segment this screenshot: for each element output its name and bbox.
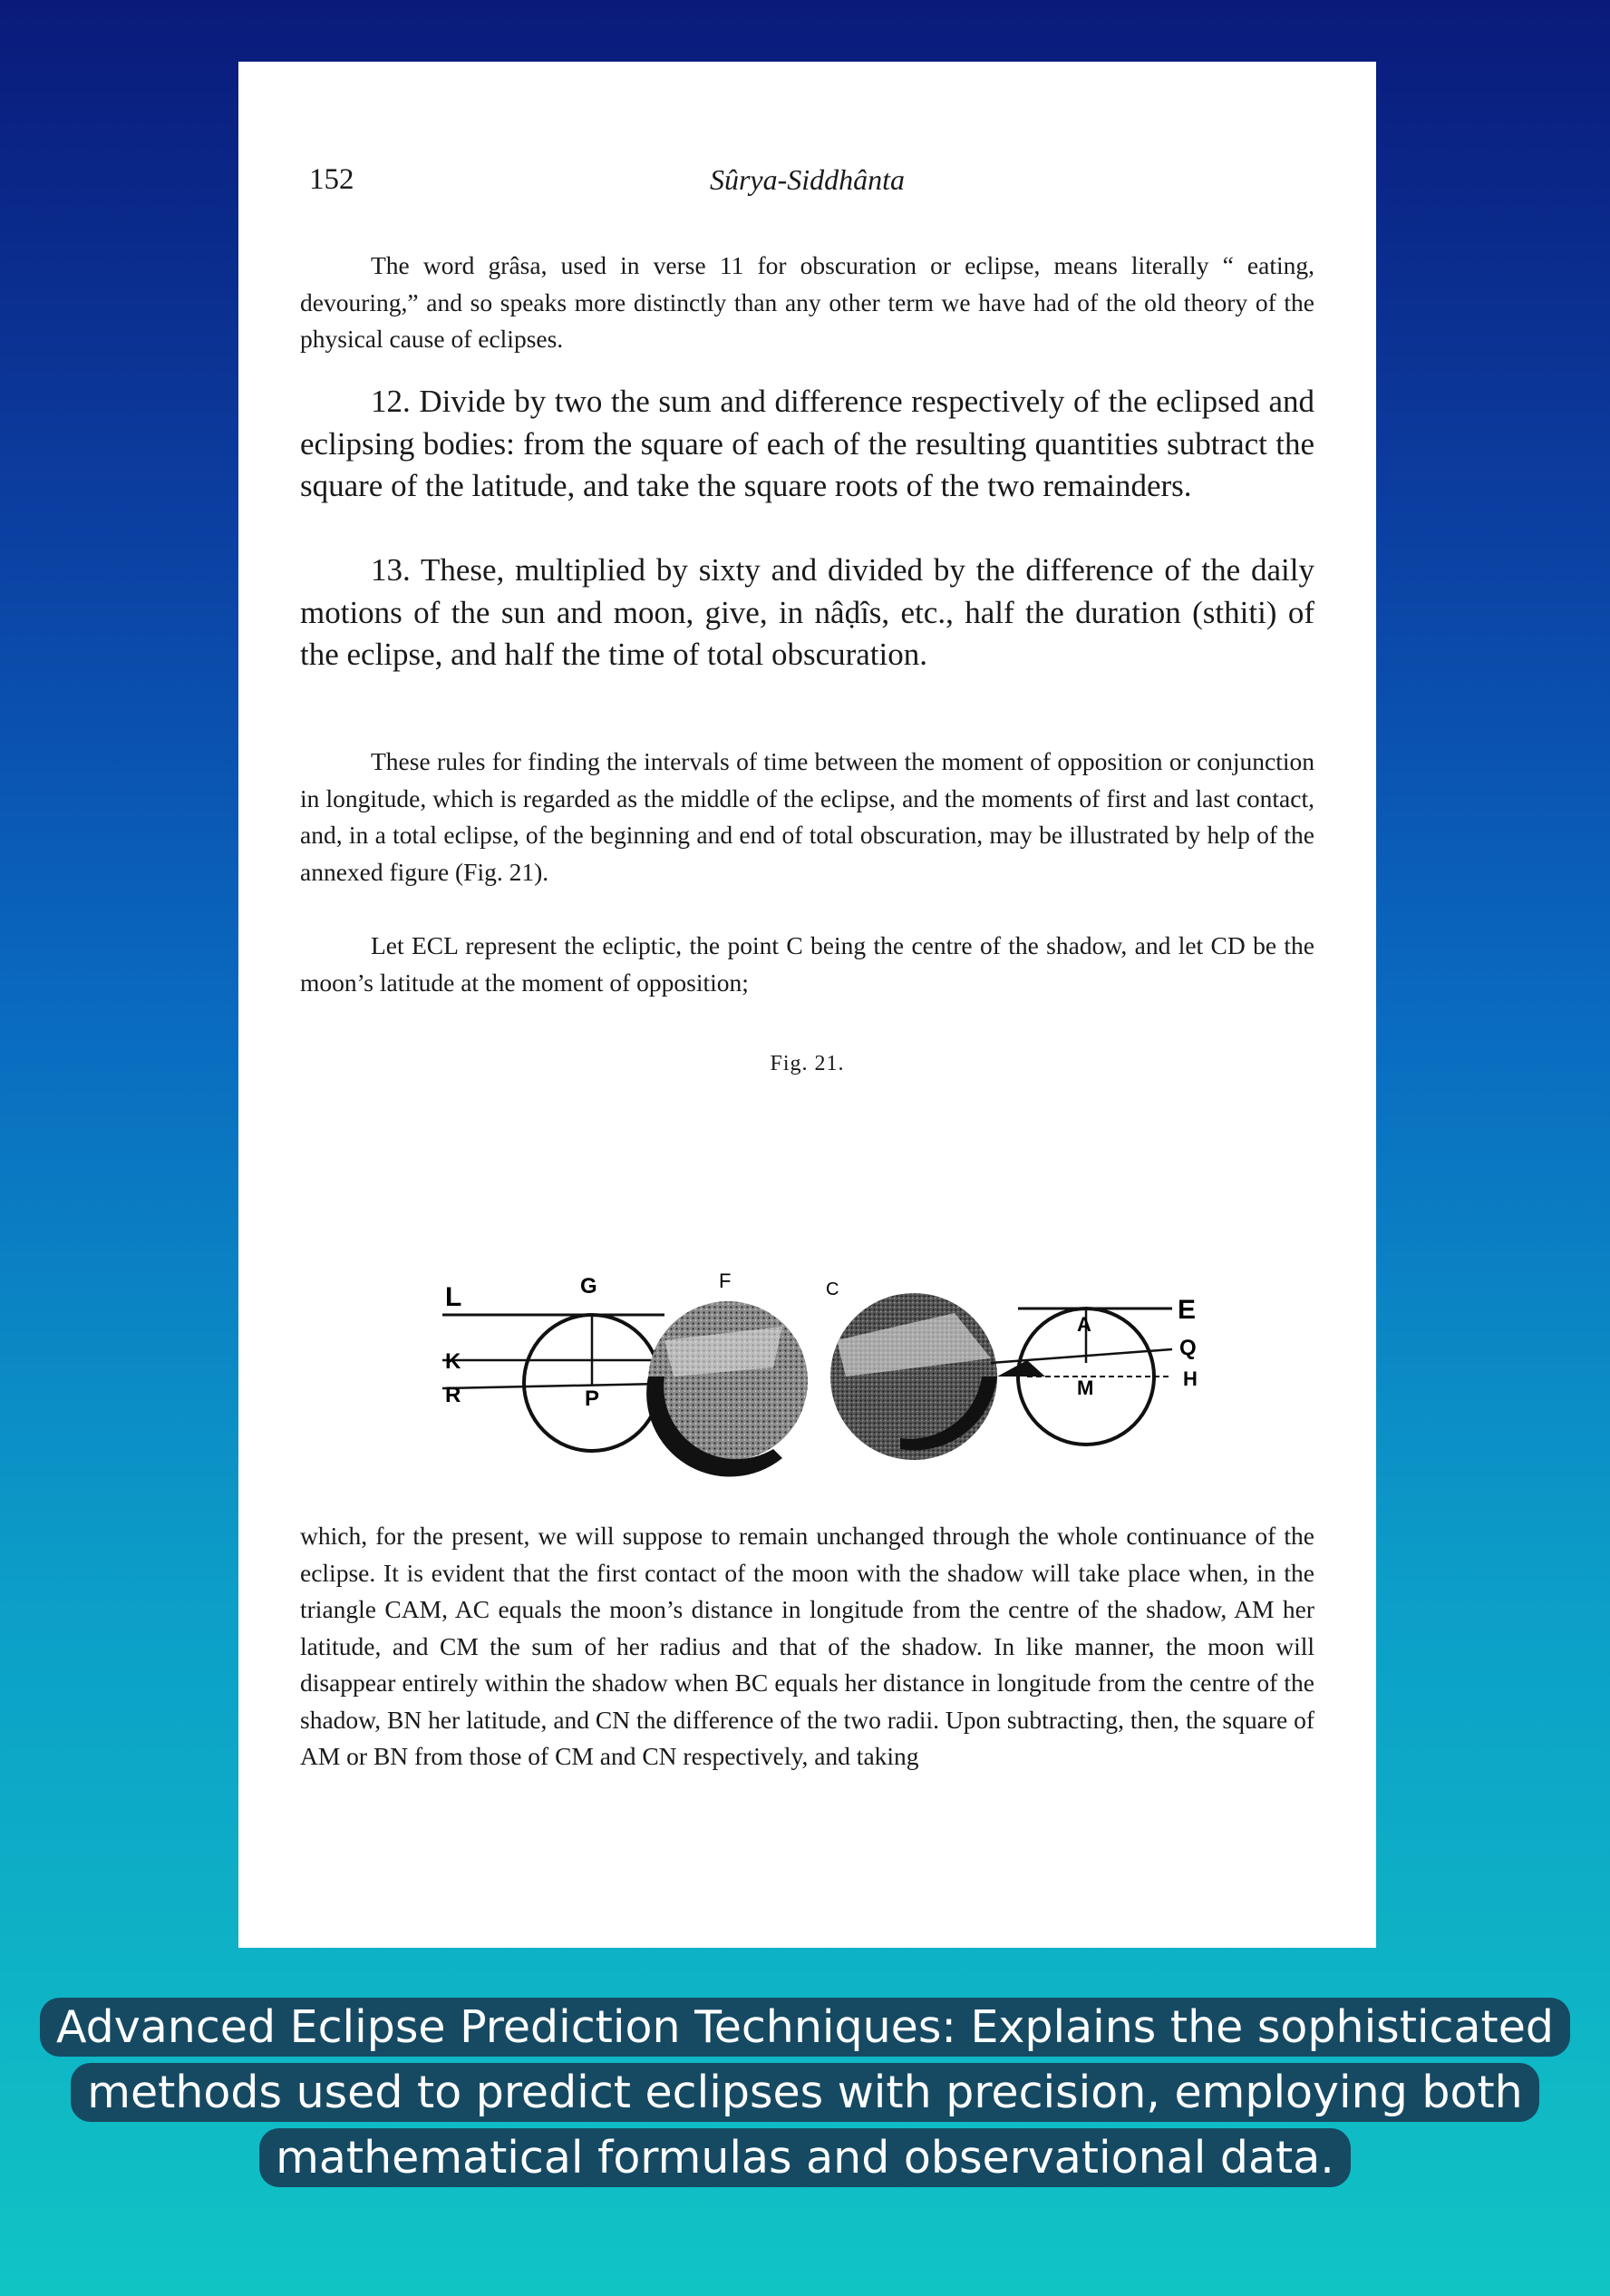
shadow-disc-right [830,1293,997,1460]
label-e: E [1178,1295,1197,1325]
page-header [309,163,1305,218]
label-c: C [826,1279,839,1299]
label-r: R [445,1383,461,1407]
commentary-rules: These rules for finding the intervals of time between the moment of opposition or conjunction in longitude, which is regarded as the middle of the eclipse, and the moments of first and last contact, and, in a total eclipse, of the beginning and end of total obscuration, may be illustrated by help of the annexed figure (Fig. 21). [300,747,1314,886]
label-a: A [1077,1313,1091,1336]
label-q: Q [1179,1336,1197,1360]
book-page [238,62,1376,1948]
image-caption-text: Advanced Eclipse Prediction Techniques: Explains the sophisticated methods used to predict eclipses with precision, employing both mathematical formulas and observational data. [40,1998,1570,2187]
label-l: L [445,1282,462,1312]
label-p: P [585,1386,600,1411]
image-caption [0,1995,1610,2191]
page-number: 152 [309,163,354,196]
label-m: M [1077,1377,1094,1399]
commentary-ecliptic: Let ECL represent the ecliptic, the point C being the centre of the shadow, and let CD be the moon’s latitude at the moment of opposition; [300,931,1314,997]
label-h: H [1183,1367,1198,1390]
verse-12: 12. Divide by two the sum and difference respectively of the eclipsed and eclipsing bodies: from the square of each of the resulting quantities subtract the square of the latitude, and take the square roots of the two remainders. [300,384,1314,503]
commentary-grasa: The word grâsa, used in verse 11 for obscuration or eclipse, means literally “ eating, devouring,” and so speaks more distinctly than any other term we have had of the old theory of the physical cause of eclipses. [300,251,1314,353]
verse-13: 13. These, multiplied by sixty and divided by the difference of the daily motions of the sun and moon, give, in nâḍîs, etc., half the duration (sthiti) of the eclipse, and half the time of total obscuration. [300,552,1314,672]
eclipse-diagram [393,1240,1227,1540]
commentary-contact: which, for the present, we will suppose to remain unchanged through the whole continuance of the eclipse. It is evident that the first contact of the moon with the shadow will take place when, in the triangle CAM, AC equals the moon’s distance in longitude from the centre of the shadow, AM her latitude, and CM the sum of her radius and that of the shadow. In like manner, the moon will disappear entirely within the shadow when BC equals her distance in longitude from the centre of the shadow, BN her latitude, and CN the difference of the two radii. Upon subtracting, then, the square of AM or BN from those of CM and CN respectively, and taking [300,1522,1314,1770]
label-k: K [445,1349,461,1374]
label-g: G [580,1274,597,1299]
running-title: Sûrya-Siddhânta [709,163,906,196]
line-q [991,1349,1172,1363]
figure-caption: Fig. 21. [770,1052,845,1075]
label-f: F [719,1270,732,1292]
